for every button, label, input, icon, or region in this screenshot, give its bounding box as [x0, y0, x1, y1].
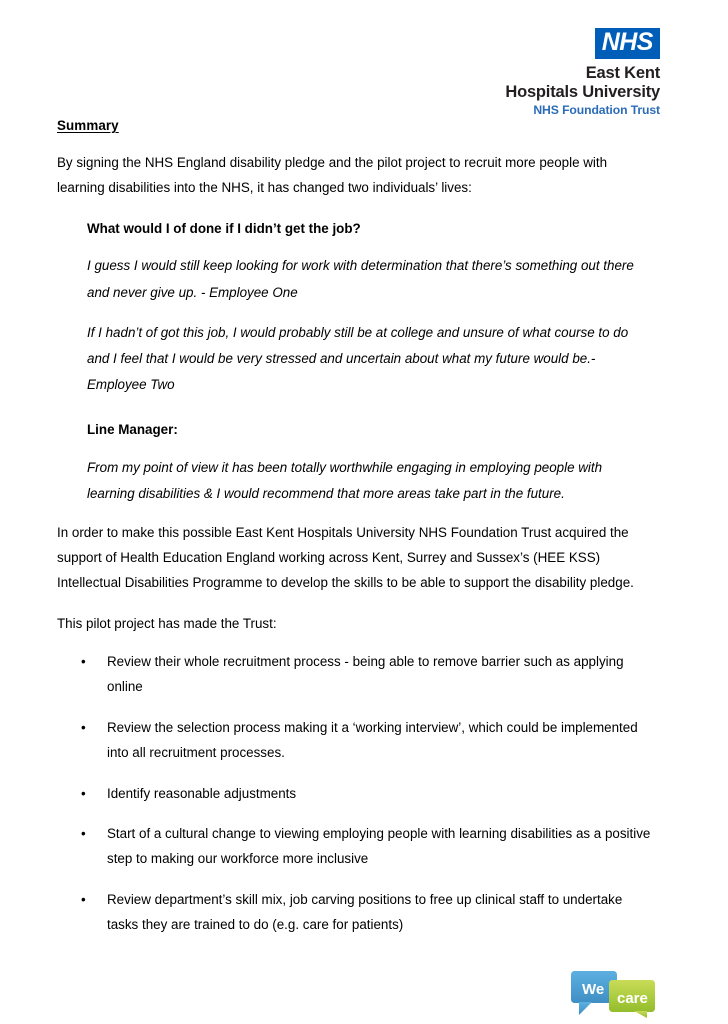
trust-name-line2: Hospitals University	[505, 82, 660, 101]
list-item	[57, 782, 651, 807]
bullet-icon: •	[81, 785, 86, 801]
line-manager-heading: Line Manager:	[87, 422, 178, 438]
svg-text:We: We	[582, 981, 605, 998]
list-item-label: Review the selection process making it a ‘working interview’, which could be implemented into all recruitment processes.	[107, 719, 638, 760]
list-item	[57, 888, 651, 938]
achievements-list	[57, 650, 651, 937]
we-care-logo	[570, 966, 656, 1018]
trust-name-line1: East Kent	[585, 63, 660, 82]
quote-block	[87, 217, 643, 508]
list-item-label: Review department’s skill mix, job carving positions to free up clinical staff to undertake tasks they are trained to do (e.g. care for patients)	[107, 891, 623, 932]
document-body	[57, 118, 651, 954]
page-title: Summary	[57, 118, 119, 133]
quote-employee-two: If I hadn’t of got this job, I would probably still be at college and unsure of what course to do and I feel that I would be very stressed and uncertain about what my future would be.- Employee Two	[87, 324, 629, 392]
list-item	[57, 650, 651, 700]
nhs-trust-logo	[505, 28, 660, 117]
bullet-icon: •	[81, 719, 86, 735]
quote-question-heading: What would I of done if I didn’t get the job?	[87, 220, 361, 236]
intro-paragraph: By signing the NHS England disability pledge and the pilot project to recruit more people with learning disabilities into the NHS, it has changed two individuals’ lives:	[57, 155, 608, 195]
list-item-label: Review their whole recruitment process - being able to remove barrier such as applying online	[107, 654, 624, 695]
bullet-icon: •	[81, 891, 86, 907]
list-intro-paragraph: This pilot project has made the Trust:	[57, 615, 277, 631]
trust-name	[505, 64, 660, 103]
list-item	[57, 822, 651, 872]
support-paragraph: In order to make this possible East Kent Hospitals University NHS Foundation Trust acquired the support of Health Education England working across Kent, Surrey and Sussex’s (HEE KSS) Intellectual Disabilities Programme to develop the skills to be able to support the disability pledge.	[57, 525, 634, 590]
nhs-logo-mark: NHS	[595, 28, 660, 59]
care-bubble	[609, 980, 655, 1018]
bullet-icon: •	[81, 826, 86, 842]
quote-line-manager: From my point of view it has been totally worthwhile engaging in employing people with learning disabilities & I would recommend that more areas take part in the future.	[87, 459, 603, 502]
svg-text:care: care	[617, 990, 648, 1007]
list-item-label: Identify reasonable adjustments	[107, 785, 297, 801]
quote-employee-one: I guess I would still keep looking for work with determination that there’s something out there and never give up. - Employee One	[87, 258, 634, 300]
trust-foundation-label: NHS Foundation Trust	[533, 103, 660, 118]
bullet-icon: •	[81, 654, 86, 670]
list-item-label: Start of a cultural change to viewing employing people with learning disabilities as a positive step to making our workforce more inclusive	[107, 826, 651, 867]
list-item	[57, 716, 651, 766]
